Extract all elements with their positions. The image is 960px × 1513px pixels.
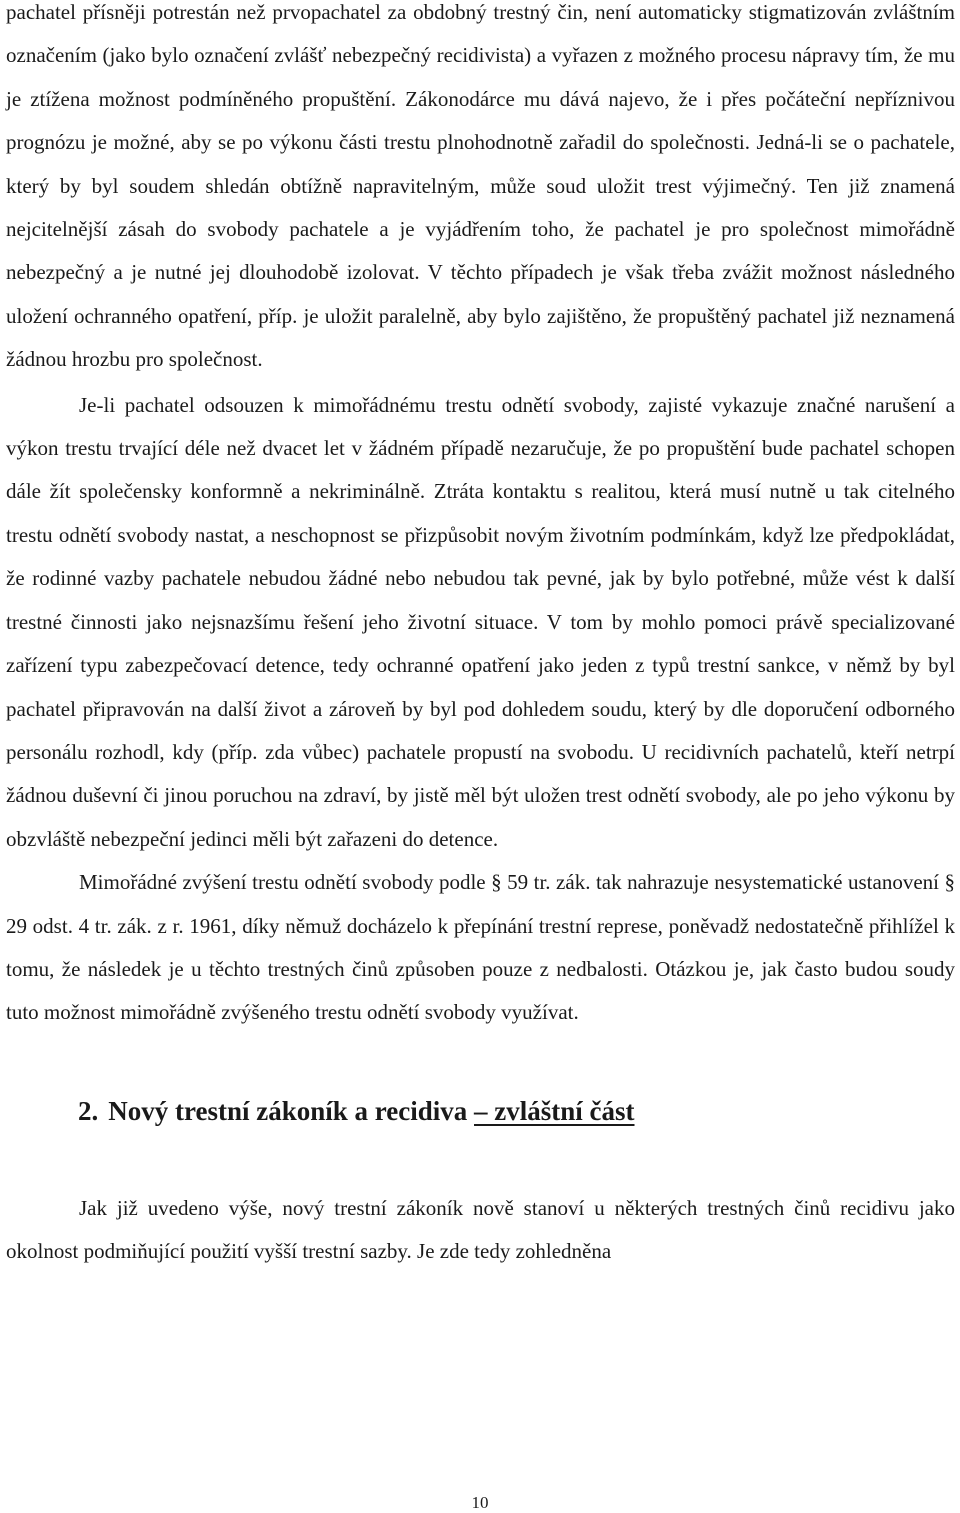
document-page <box>6 0 955 1274</box>
section-title: Nový trestní zákoník a recidiva <box>108 1095 475 1126</box>
page-number: 10 <box>471 1493 489 1512</box>
paragraph-1: pachatel přísněji potrestán než prvopachatel za obdobný trestný čin, není automaticky stigmatizován zvláštním označením (jako bylo označení zvlášť nebezpečný recidivista) a vyřazen z možného procesu nápravy tím, že mu je ztížena možnost podmíněného propuštění. Zákonodárce mu dává najevo, že i přes počáteční nepříznivou prognózu je možné, aby se po výkonu části trestu plnohodnotně zařadil do společnosti. Jedná-li se o pachatele, který by byl soudem shledán obtížně napravitelným, může soud uložit trest výjimečný. Ten již znamená nejcitelnější zásah do svobody pachatele a je vyjádřením toho, že pachatel je pro společnost mimořádně nebezpečný a je nutné jej dlouhodobě izolovat. V těchto případech je však třeba zvážit možnost následného uložení ochranného opatření, příp. je uložit paralelně, aby bylo zajištěno, že propuštěný pachatel již neznamená žádnou hrozbu pro společnost. <box>6 0 955 372</box>
paragraph-2: Je-li pachatel odsouzen k mimořádnému trestu odnětí svobody, zajisté vykazuje značné narušení a výkon trestu trvající déle než dvacet let v žádném případě nezaručuje, že po propuštění bude pachatel schopen dále žít společensky konformně a nekriminálně. Ztráta kontaktu s realitou, která musí nutně u tak citelného trestu odnětí svobody nastat, a neschopnost se přizpůsobit novým životním podmínkám, když lze předpokládat, že rodinné vazby pachatele nebudou žádné nebo nebudou tak pevné, jak by bylo potřebné, může vést k další trestné činnosti jako nejsnazšímu řešení jeho životní situace. V tom by mohlo pomoci právě specializované zařízení typu zabezpečovací detence, tedy ochranné opatření jako jeden z typů trestní sankce, v němž by byl pachatel připravován na další život a zároveň by byl pod dohledem soudu, který by dle doporučení odborného personálu rozhodl, kdy (příp. zda vůbec) pachatele propustí na svobodu. U recidivních pachatelů, kteří netrpí žádnou duševní či jinou poruchou na zdraví, by jistě měl být uložen trest odnětí svobody, ale po jeho výkonu by obzvláště nebezpeční jedinci měli být zařazeni do detence. <box>6 392 955 851</box>
paragraph-4: Jak již uvedeno výše, nový trestní zákoník nově stanoví u některých trestných činů recidivu jako okolnost podmiňující použití vyšší trestní sazby. Je zde tedy zohledněna <box>6 1195 955 1264</box>
section-title-underlined: – zvláštní část <box>474 1095 635 1126</box>
paragraph-3: Mimořádné zvýšení trestu odnětí svobody podle § 59 tr. zák. tak nahrazuje nesystematické ustanovení § 29 odst. 4 tr. zák. z r. 1961, díky němuž docházelo k přepínání trestní represe, poněvadž nedostatečně přihlížel k tomu, že následek je u těchto trestných činů způsoben pouze z nedbalosti. Otázkou je, jak často budou soudy tuto možnost mimořádně zvýšeného trestu odnětí svobody využívat. <box>6 870 955 1025</box>
section-number: 2. <box>78 1095 99 1126</box>
section-heading <box>78 1091 955 1131</box>
